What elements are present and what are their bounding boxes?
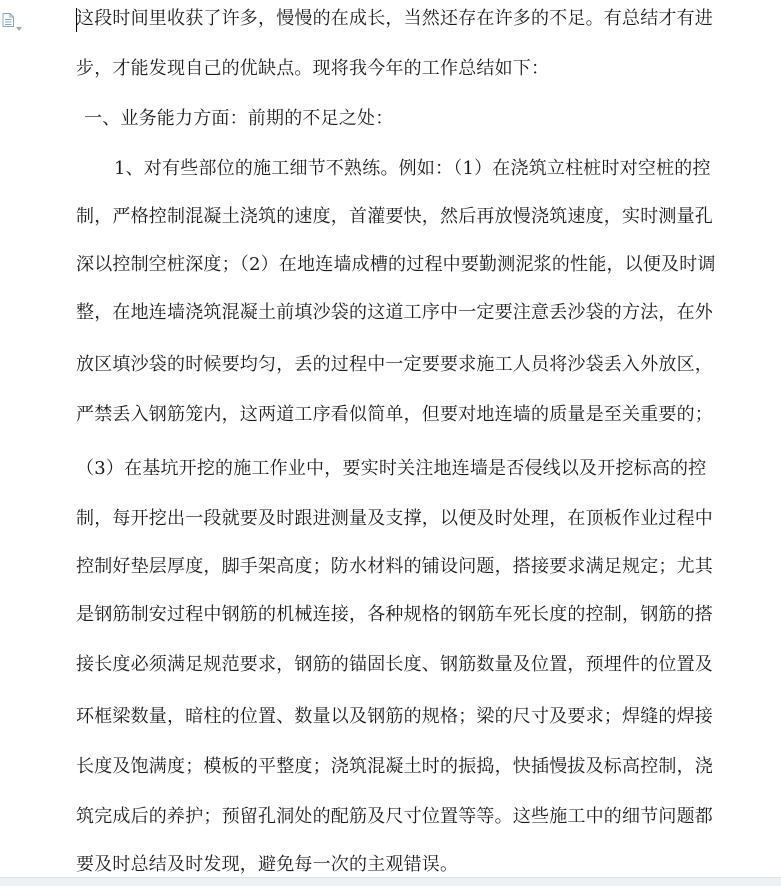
paragraph-line: 是钢筋制安过程中钢筋的机械连接，各种规格的钢筋车死长度的控制，钢筋的搭 [76,604,713,625]
paragraph-line: 制，每开挖出一段就要及时跟进测量及支撑，以便及时处理，在顶板作业过程中 [76,508,713,529]
paragraph-line: 步，才能发现自己的优缺点。现将我今年的工作总结如下： [76,58,550,79]
caret-down-icon[interactable] [16,17,22,22]
paragraph-line: 要及时总结及时发现，避免每一次的主观错误。 [76,854,459,875]
paragraph-line: 接长度必须满足规范要求，钢筋的锚固长度、钢筋数量及位置，预埋件的位置及 [76,654,713,675]
paragraph-line: 环框梁数量，暗柱的位置、数量以及钢筋的规格；梁的尺寸及要求；焊缝的焊接 [76,706,713,727]
paragraph-line: 长度及饱满度；模板的平整度；浇筑混凝土时的振捣，快插慢拔及标高控制，浇 [76,756,713,777]
paragraph-line: 制，严格控制混凝土浇筑的速度，首灌要快，然后再放慢浇筑速度，实时测量孔 [76,206,713,227]
paragraph-line: （3）在基坑开挖的施工作业中，要实时关注地连墙是否侵线以及开挖标高的控 [76,458,707,479]
document-icon[interactable] [2,12,14,26]
paragraph-line: 筑完成后的养护；预留孔洞处的配筋及尺寸位置等等。这些施工中的细节问题都 [76,806,713,827]
paragraph-line: 整，在地连墙浇筑混凝土前填沙袋的这道工序中一定要注意丢沙袋的方法，在外 [76,302,713,323]
horizontal-scrollbar[interactable] [0,877,781,886]
paragraph-line: 控制好垫层厚度，脚手架高度；防水材料的铺设问题，搭接要求满足规定；尤其 [76,556,713,577]
paragraph-line: 放区填沙袋的时候要均匀，丢的过程中一定要要求施工人员将沙袋丢入外放区， [76,354,713,375]
paragraph-line: 这段时间里收获了许多，慢慢的在成长，当然还存在许多的不足。有总结才有进 [76,8,713,29]
paragraph-line: 1、对有些部位的施工细节不熟练。例如：（1）在浇筑立柱桩时对空桩的控 [114,158,711,179]
paragraph-line: 深以控制空桩深度；（2）在地连墙成槽的过程中要勤测泥浆的性能，以便及时调 [76,254,716,275]
section-heading: 一、业务能力方面：前期的不足之处： [84,108,394,129]
paragraph-line: 严禁丢入钢筋笼内，这两道工序看似简单，但要对地连墙的质量是至关重要的； [76,404,713,425]
